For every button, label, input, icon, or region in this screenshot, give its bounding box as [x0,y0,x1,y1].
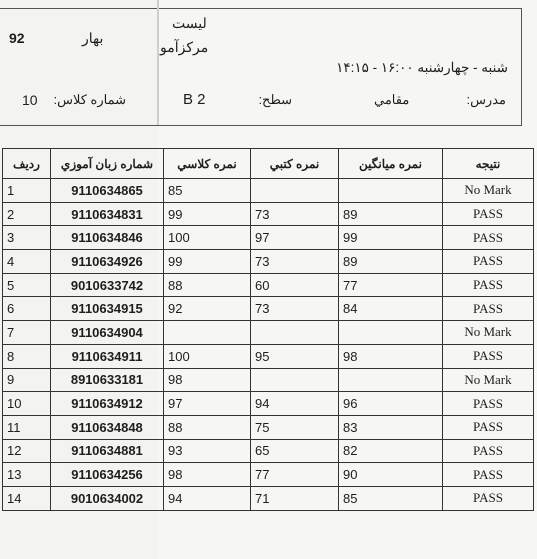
student-code-cell: 9010633742 [51,273,164,297]
class-score-cell: 99 [164,250,251,274]
row-number-cell: 2 [3,202,51,226]
row-number-cell: 5 [3,273,51,297]
written-score-cell: 97 [251,226,339,250]
result-cell: PASS [443,344,534,368]
paper-fold [157,0,159,125]
result-cell: PASS [443,250,534,274]
col-header-written-score: نمره كتبي [251,149,339,179]
result-cell: PASS [443,392,534,416]
average-score-cell: 83 [339,415,443,439]
table-row [3,202,534,226]
student-code-cell: 9110634926 [51,250,164,274]
student-code-cell: 8910633181 [51,368,164,392]
teacher-label: مدرس: [466,92,506,107]
row-number-cell: 14 [3,486,51,510]
student-code-cell: 9110634881 [51,439,164,463]
center-name-fragment: مرکزآمو [160,39,209,55]
table-row [3,250,534,274]
level-label: سطح: [258,92,292,107]
written-score-cell: 73 [251,297,339,321]
written-score-cell: 95 [251,344,339,368]
table-row [3,297,534,321]
class-number-label: شماره کلاس: [53,92,126,107]
class-score-cell: 98 [164,463,251,487]
row-number-cell: 8 [3,344,51,368]
table-row [3,486,534,510]
written-score-cell: 60 [251,273,339,297]
table-row [3,321,534,345]
average-score-cell: 89 [339,250,443,274]
table-row [3,344,534,368]
student-code-cell: 9110634904 [51,321,164,345]
written-score-cell: 71 [251,486,339,510]
col-header-average-score: نمره ميانگين [339,149,443,179]
written-score-cell: 65 [251,439,339,463]
average-score-cell [339,321,443,345]
class-score-cell: 93 [164,439,251,463]
class-score-cell: 94 [164,486,251,510]
row-number-cell: 10 [3,392,51,416]
average-score-cell [339,368,443,392]
result-cell: PASS [443,463,534,487]
written-score-cell: 94 [251,392,339,416]
written-score-cell [251,179,339,203]
written-score-cell: 75 [251,415,339,439]
student-code-cell: 9110634911 [51,344,164,368]
teacher-name: مقامي [374,92,410,107]
result-cell: No Mark [443,368,534,392]
row-number-cell: 13 [3,463,51,487]
table-row [3,392,534,416]
col-header-class-score: نمره كلاسي [164,149,251,179]
table-header-row [3,149,534,179]
class-score-cell: 100 [164,226,251,250]
row-number-cell: 7 [3,321,51,345]
result-cell: PASS [443,273,534,297]
row-number-cell: 3 [3,226,51,250]
col-header-result: نتيجه [443,149,534,179]
table-row [3,273,534,297]
table-row [3,226,534,250]
class-score-cell [164,321,251,345]
student-code-cell: 9110634912 [51,392,164,416]
level-value: B 2 [183,91,206,108]
class-score-cell: 85 [164,179,251,203]
average-score-cell: 90 [339,463,443,487]
student-code-cell: 9110634831 [51,202,164,226]
result-cell: PASS [443,439,534,463]
row-number-cell: 12 [3,439,51,463]
row-number-cell: 4 [3,250,51,274]
class-score-cell: 88 [164,273,251,297]
student-code-cell: 9110634846 [51,226,164,250]
table-row [3,463,534,487]
table-row [3,415,534,439]
table-row [3,179,534,203]
average-score-cell: 85 [339,486,443,510]
class-score-cell: 97 [164,392,251,416]
class-score-cell: 88 [164,415,251,439]
written-score-cell [251,368,339,392]
list-title-fragment: لیست [172,15,207,31]
average-score-cell: 96 [339,392,443,416]
class-number-value: 10 [22,92,38,108]
written-score-cell [251,321,339,345]
student-code-cell: 9010634002 [51,486,164,510]
table-row [3,439,534,463]
student-code-cell: 9110634848 [51,415,164,439]
col-header-row-number: رديف [3,149,51,179]
grades-table [2,148,534,511]
result-cell: PASS [443,415,534,439]
average-score-cell: 84 [339,297,443,321]
result-cell: PASS [443,486,534,510]
written-score-cell: 73 [251,250,339,274]
row-number-cell: 1 [3,179,51,203]
student-code-cell: 9110634256 [51,463,164,487]
class-score-cell: 99 [164,202,251,226]
result-cell: No Mark [443,179,534,203]
student-code-cell: 9110634915 [51,297,164,321]
written-score-cell: 73 [251,202,339,226]
table-row [3,368,534,392]
row-number-cell: 11 [3,415,51,439]
average-score-cell: 89 [339,202,443,226]
class-score-cell: 100 [164,344,251,368]
result-cell: No Mark [443,321,534,345]
row-number-cell: 6 [3,297,51,321]
written-score-cell: 77 [251,463,339,487]
average-score-cell: 82 [339,439,443,463]
class-score-cell: 98 [164,368,251,392]
schedule-text: شنبه - چهارشنبه ۱۶:۰۰ - ۱۴:۱۵ [336,60,508,75]
student-code-cell: 9110634865 [51,179,164,203]
average-score-cell [339,179,443,203]
class-score-cell: 92 [164,297,251,321]
average-score-cell: 98 [339,344,443,368]
result-cell: PASS [443,226,534,250]
result-cell: PASS [443,202,534,226]
average-score-cell: 77 [339,273,443,297]
year-code: 92 [9,30,25,46]
term-label: بهار [82,30,104,46]
col-header-student-code: شماره زبان آموزي [51,149,164,179]
average-score-cell: 99 [339,226,443,250]
row-number-cell: 9 [3,368,51,392]
result-cell: PASS [443,297,534,321]
